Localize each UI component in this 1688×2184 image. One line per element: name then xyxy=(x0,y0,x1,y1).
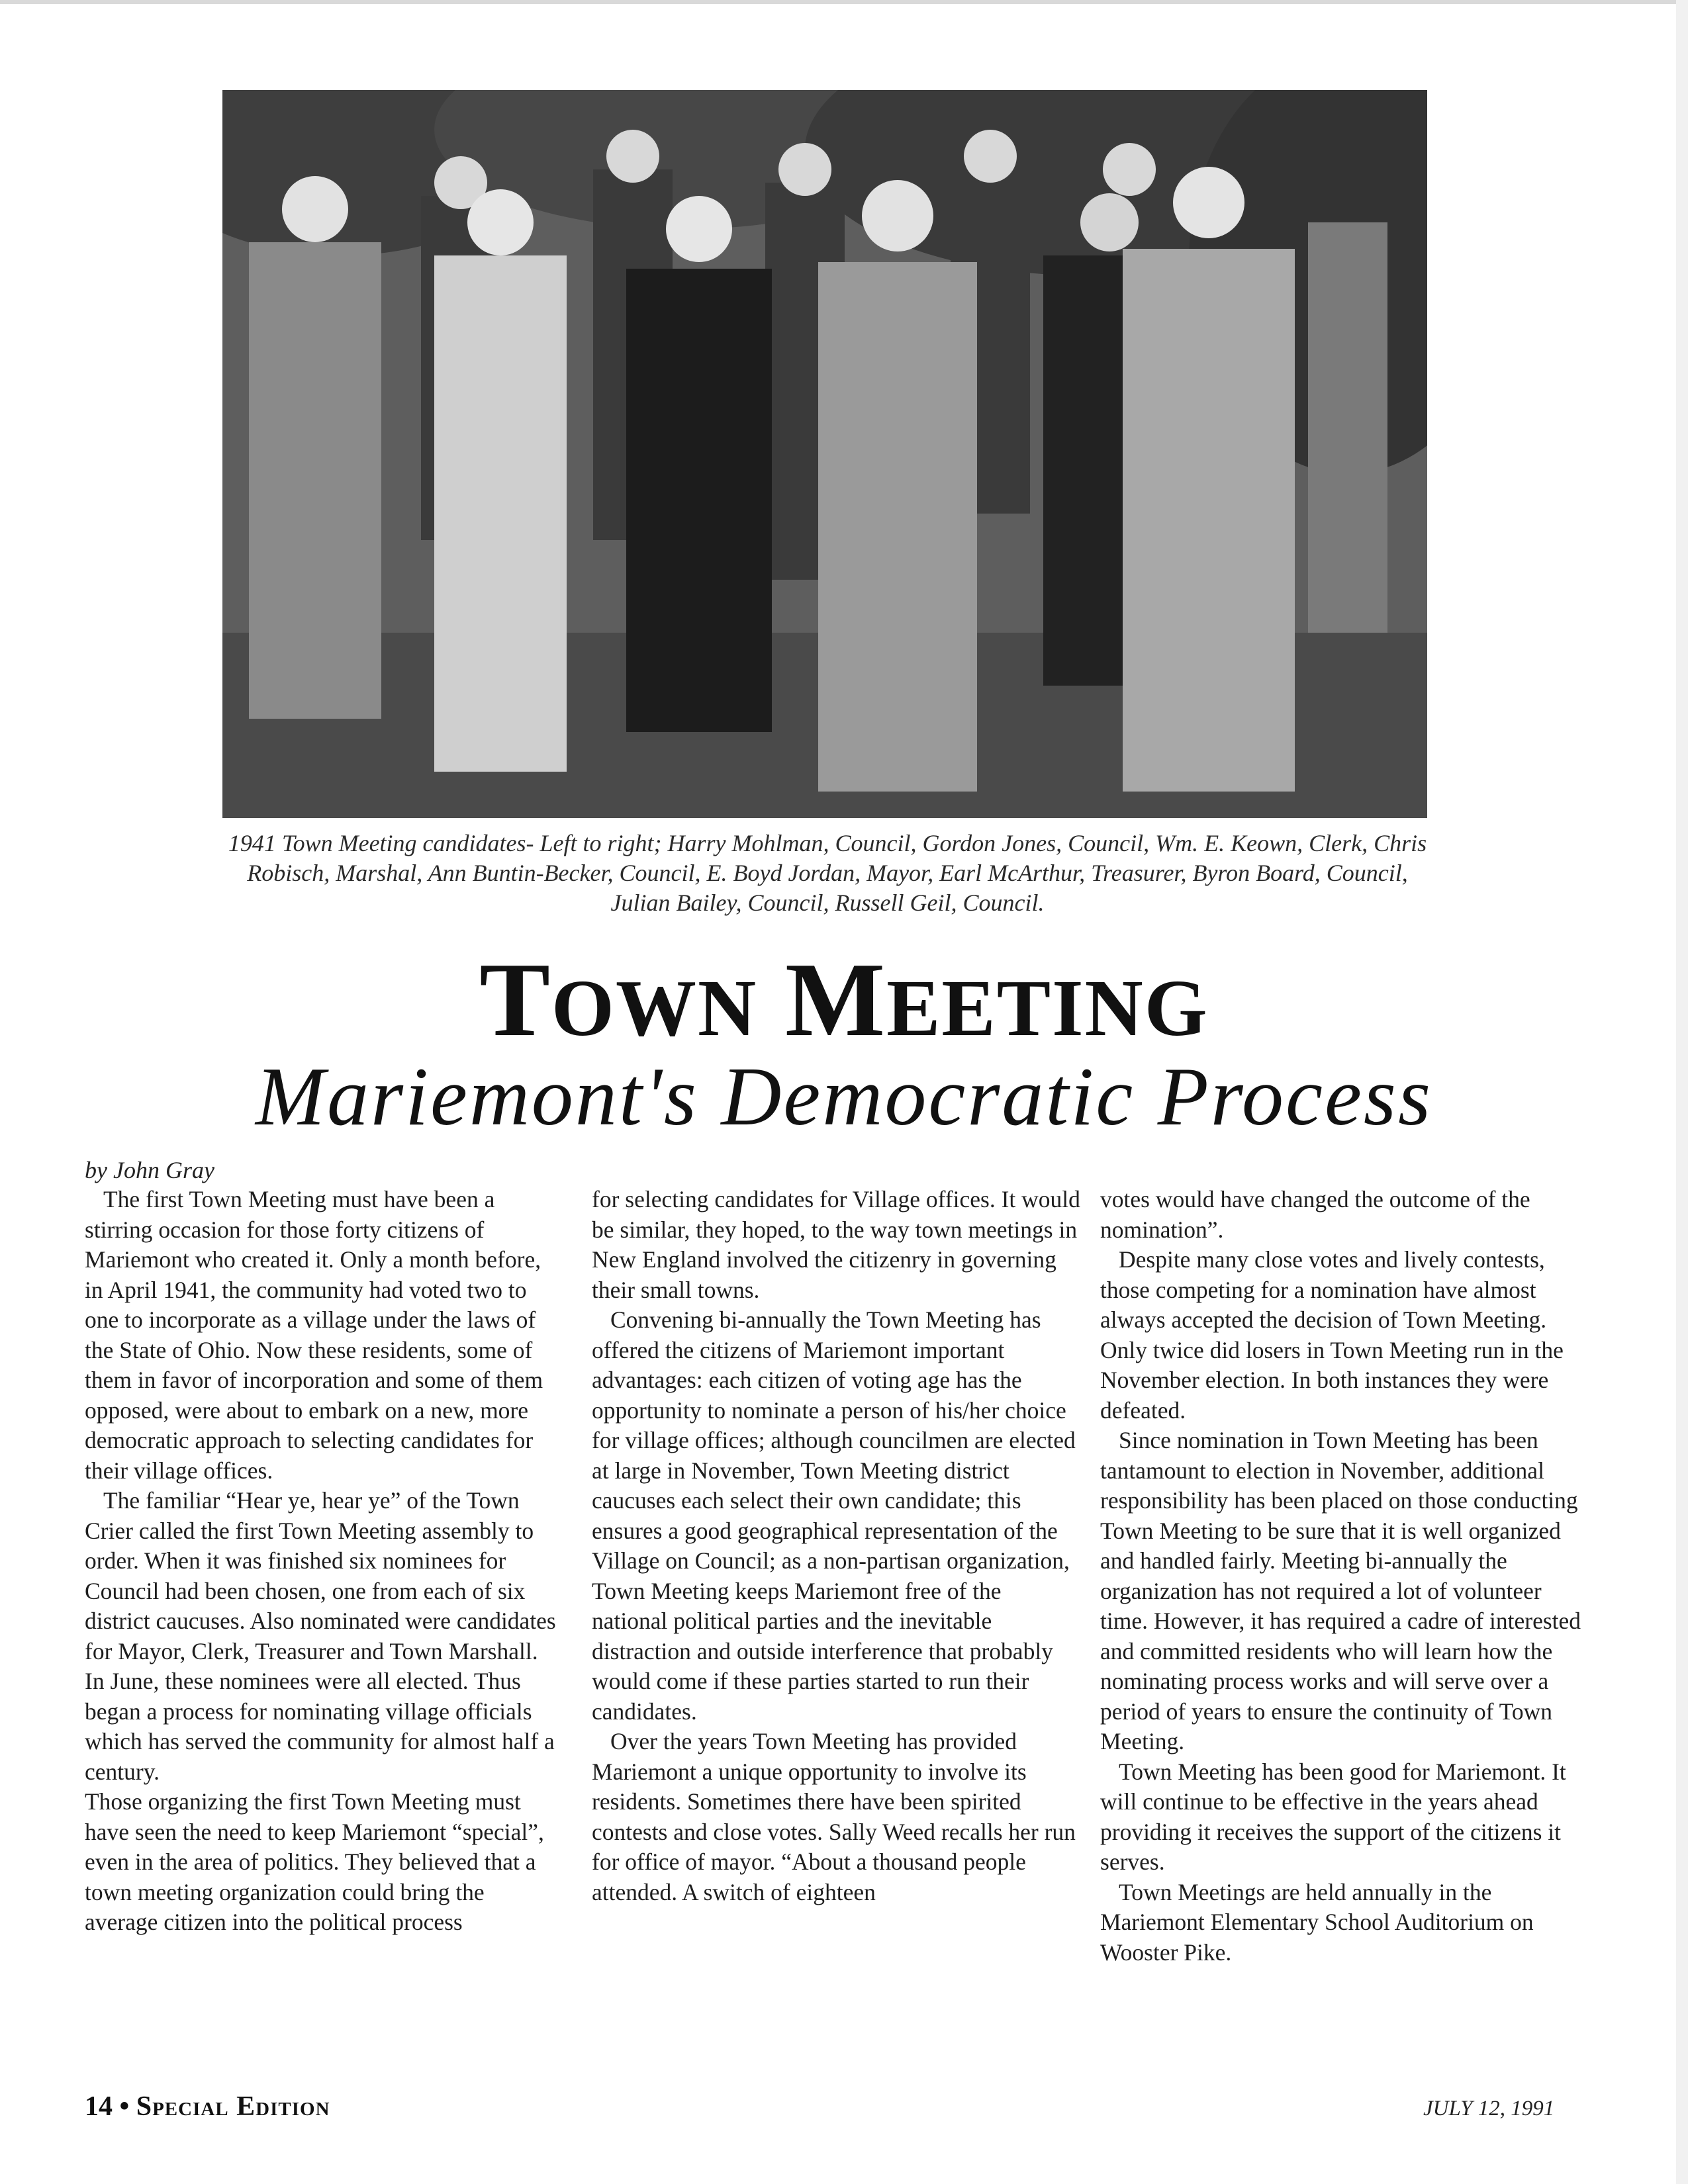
top-edge-rule xyxy=(0,0,1688,4)
headline-smallcaps-2: EETING xyxy=(886,964,1209,1053)
paragraph: Those organizing the first Town Meeting must have seen the need to keep Mariemont “special”, even in the area of politics. They believed that a town meeting organization could bring the average citizen into the political process xyxy=(85,1788,544,1935)
headline xyxy=(0,940,1688,1068)
paragraph: Despite many close votes and lively contests, those competing for a nomination have almost always accepted the decision of Town Meeting. Only twice did losers in Town Meeting run in the November election. In both instances they were defeated. xyxy=(1100,1246,1564,1424)
section-name: Special Edition xyxy=(136,2091,330,2122)
paragraph: Since nomination in Town Meeting has been tantamount to election in November, additional responsibility has been placed on those conducting Town Meeting to be sure that it is well organized and handled fairly. Meeting bi-annually the organization has not required a lot of volunteer time. However, it has required a cadre of interested and committed residents who will learn how the nominating process works and will serve over a period of years to ensure the continuity of Town Meeting. xyxy=(1100,1427,1581,1754)
paragraph: The familiar “Hear ye, hear ye” of the Town Crier called the first Town Meeting assembly to order. When it was finished six nominees for Council had been chosen, one from each of six district caucuses. Also nominated were candidates for Mayor, Clerk, Treasurer and Town Marshall. In June, these nominees were all elected. Thus began a process for nominating village officials which has served the community for almost half a century. xyxy=(85,1487,556,1785)
paragraph: for selecting candidates for Village offices. It would be similar, they hoped, to the way town meetings in New England involved the citizenry in governing their small towns. xyxy=(592,1186,1080,1303)
headline-text: T xyxy=(479,940,552,1058)
byline: by John Gray xyxy=(85,1157,214,1183)
photo-caption: 1941 Town Meeting candidates- Left to right; Harry Mohlman, Council, Gordon Jones, Council, Wm. E. Keown, Clerk, Chris Robisch, Marshal, Ann Buntin-Becker, Council, E. Boyd Jordan, Mayor, Earl McArthur, Treasurer, Byron Board, Council, Julian Bailey, Council, Russell Geil, Council. xyxy=(228,830,1427,916)
group-photo xyxy=(222,90,1427,818)
article-column-1 xyxy=(85,1185,561,1938)
article-column-3 xyxy=(1100,1185,1583,1968)
paragraph: votes would have changed the outcome of the nomination”. xyxy=(1100,1186,1530,1243)
page-number: 14 xyxy=(85,2091,113,2122)
page-footer-left xyxy=(85,2090,330,2123)
group-photo-illustration xyxy=(222,90,1427,818)
headline-smallcaps: OWN xyxy=(551,964,758,1053)
paragraph: Over the years Town Meeting has provided Mariemont a unique opportunity to involve its residents. Sometimes there have been spirited contests and close votes. Sally Weed recalls her run for office of mayor. “About a thousand people attended. A switch of eighteen xyxy=(592,1728,1076,1905)
headline-text-2: M xyxy=(757,940,887,1058)
paragraph: Convening bi-annually the Town Meeting has offered the citizens of Mariemont important advantages: each citizen of voting age has the opportunity to nominate a person of his/her choice for village offices; although councilmen are elected at large in November, Town Meeting district caucuses each select their own candidate; this ensures a good geographical representation of the Village on Council; as a non-partisan organization, Town Meeting keeps Mariemont free of the national political parties and the inevitable distraction and outside interference that probably would come if these parties started to run their candidates. xyxy=(592,1306,1076,1725)
paragraph: The first Town Meeting must have been a stirring occasion for those forty citizens of Mariemont who created it. Only a month before, in April 1941, the community had voted two to one to incorporate as a village under the laws of the State of Ohio. Now these residents, some of them in favor of incorporation and some of them opposed, were about to embark on a new, more democratic approach to selecting candidates for their village offices. xyxy=(85,1186,543,1484)
paragraph: Town Meeting has been good for Mariemont. It will continue to be effective in the years ahead providing it receives the support of the citizens it serves. xyxy=(1100,1758,1566,1875)
footer-bullet: • xyxy=(119,2091,130,2122)
issue-date: JULY 12, 1991 xyxy=(1423,2097,1555,2120)
subheadline: Mariemont's Democratic Process xyxy=(256,1051,1432,1143)
paragraph: Town Meetings are held annually in the Mariemont Elementary School Auditorium on Wooster Pike. xyxy=(1100,1878,1534,1966)
article-column-2 xyxy=(592,1185,1082,1907)
